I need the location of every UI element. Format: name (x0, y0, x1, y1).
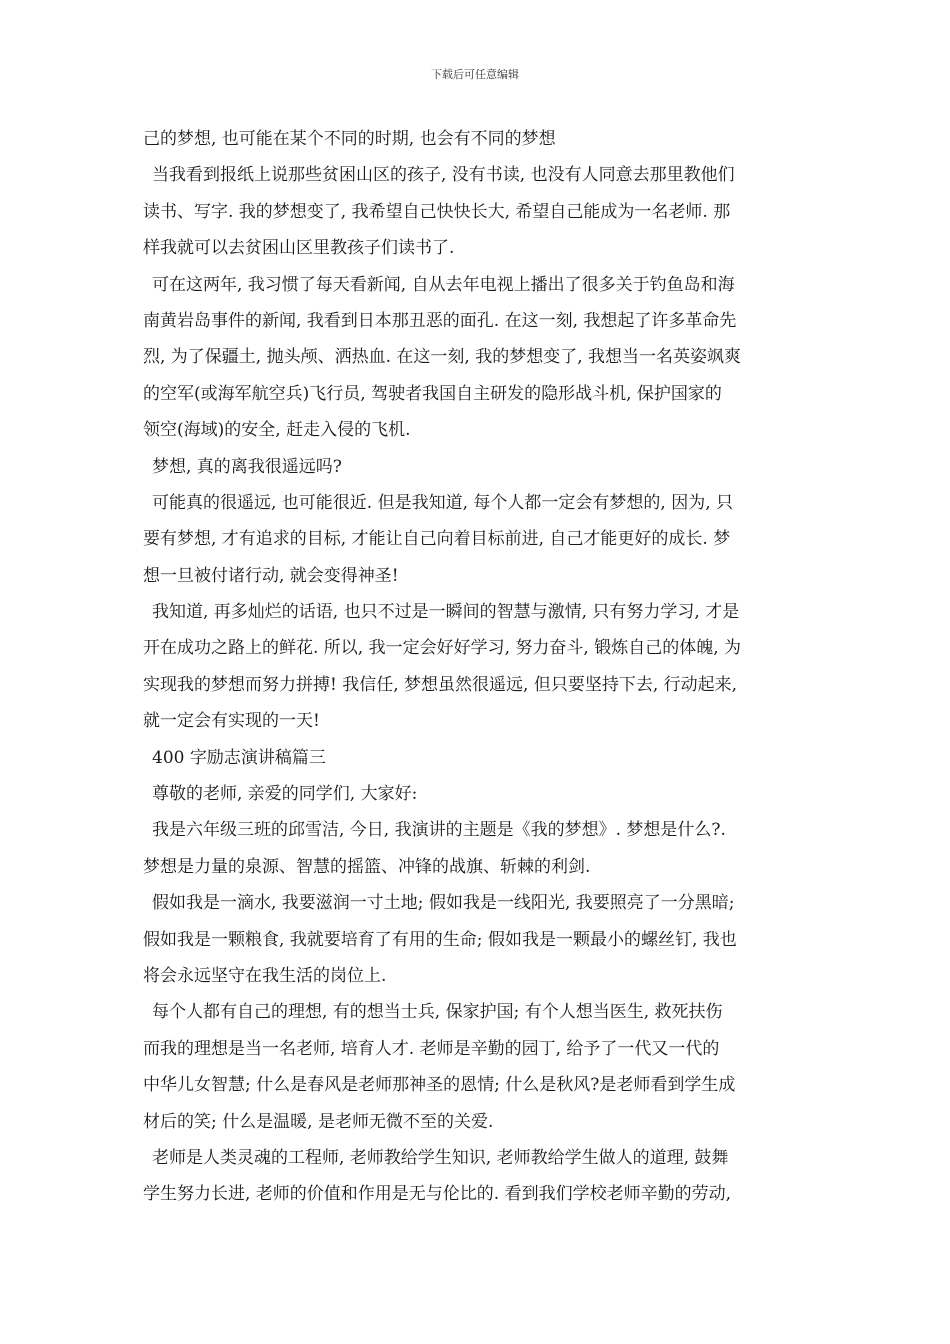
text-line: 要有梦想, 才有追求的目标, 才能让自己向着目标前进, 自己才能更好的成长. 梦 (143, 529, 731, 550)
text-line: 当我看到报纸上说那些贫困山区的孩子, 没有书读, 也没有人同意去那里教他们 (152, 165, 735, 186)
text-line: 样我就可以去贫困山区里教孩子们读书了. (143, 238, 455, 259)
text-line: 梦想, 真的离我很遥远吗? (152, 456, 342, 477)
text-line: 尊敬的老师, 亲爱的同学们, 大家好: (152, 784, 418, 805)
text-line: 己的梦想, 也可能在某个不同的时期, 也会有不同的梦想 (143, 129, 556, 149)
page-header: 下载后可任意编辑 (431, 68, 519, 81)
text-line: 老师是人类灵魂的工程师, 老师教给学生知识, 老师教给学生做人的道理, 鼓舞 (152, 1147, 729, 1168)
text-line: 中华儿女智慧; 什么是春风是老师那神圣的恩情; 什么是秋风?是老师看到学生成 (143, 1075, 736, 1096)
text-line: 可在这两年, 我习惯了每天看新闻, 自从去年电视上播出了很多关于钓鱼岛和海 (152, 274, 735, 295)
text-line: 我是六年级三班的邱雪洁, 今日, 我演讲的主题是《我的梦想》. 梦想是什么?. (152, 820, 726, 841)
text-line: 南黄岩岛事件的新闻, 我看到日本那丑恶的面孔. 在这一刻, 我想起了许多革命先 (143, 310, 737, 331)
text-line: 的空军(或海军航空兵)飞行员, 驾驶者我国自主研发的隐形战斗机, 保护国家的 (143, 383, 722, 404)
text-line: 读书、写字. 我的梦想变了, 我希望自己快快长大, 希望自己能成为一名老师. 那 (143, 201, 731, 222)
text-line: 我知道, 再多灿烂的话语, 也只不过是一瞬间的智慧与激情, 只有努力学习, 才是 (152, 602, 740, 623)
text-line: 梦想是力量的泉源、智慧的摇篮、冲锋的战旗、斩棘的利剑. (143, 856, 591, 877)
document-body (143, 121, 811, 1213)
text-line: 假如我是一颗粮食, 我就要培育了有用的生命; 假如我是一颗最小的螺丝钉, 我也 (143, 929, 737, 950)
text-line: 材后的笑; 什么是温暖, 是老师无微不至的关爱. (143, 1111, 494, 1132)
text-line: 每个人都有自己的理想, 有的想当士兵, 保家护国; 有个人想当医生, 救死扶伤 (152, 1002, 723, 1023)
text-line: 实现我的梦想而努力拼搏! 我信任, 梦想虽然很遥远, 但只要坚持下去, 行动起来, (143, 674, 738, 695)
text-line: 烈, 为了保疆土, 抛头颅、洒热血. 在这一刻, 我的梦想变了, 我想当一名英姿飒爽 (143, 347, 742, 368)
text-line: 开在成功之路上的鲜花. 所以, 我一定会好好学习, 努力奋斗, 锻炼自己的体魄, 为 (143, 638, 742, 659)
text-line: 将会永远坚守在我生活的岗位上. (143, 965, 387, 986)
text-line: 领空(海域)的安全, 赶走入侵的飞机. (143, 420, 411, 441)
text-line: 假如我是一滴水, 我要滋润一寸土地; 假如我是一线阳光, 我要照亮了一分黑暗; (152, 893, 735, 914)
text-line: 学生努力长进, 老师的价值和作用是无与伦比的. 看到我们学校老师辛勤的劳动, (143, 1184, 732, 1205)
text-line: 而我的理想是当一名老师, 培育人才. 老师是辛勤的园丁, 给予了一代又一代的 (143, 1038, 720, 1059)
section-heading: 400 字励志演讲稿篇三 (152, 747, 326, 768)
text-line: 就一定会有实现的一天! (143, 711, 320, 732)
text-line: 可能真的很遥远, 也可能很近. 但是我知道, 每个人都一定会有梦想的, 因为, 只 (152, 492, 734, 513)
text-line: 想一旦被付诸行动, 就会变得神圣! (143, 565, 399, 586)
